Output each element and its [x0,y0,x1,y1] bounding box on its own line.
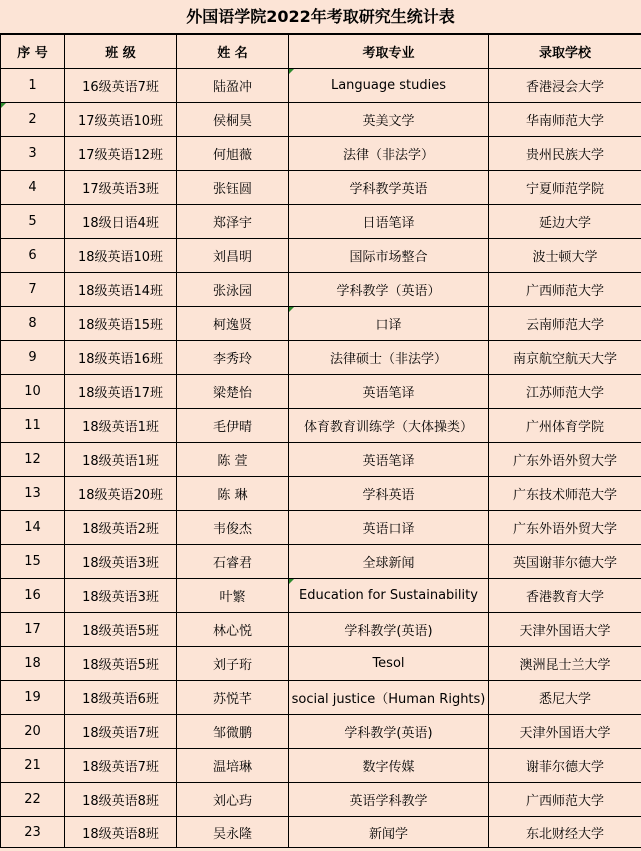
cell-name: 张泳园 [177,273,289,307]
cell-no: 22 [1,783,65,817]
cell-no: 19 [1,681,65,715]
cell-name: 刘昌明 [177,239,289,273]
table-row [1,579,641,613]
header-school: 录取学校 [489,35,641,69]
cell-major: 英美文学 [289,103,489,137]
cell-school: 华南师范大学 [489,103,641,137]
cell-school: 广州体育学院 [489,409,641,443]
cell-major: Education for Sustainability [289,579,489,613]
table-row [1,137,641,171]
cell-no: 14 [1,511,65,545]
cell-name: 吴永隆 [177,817,289,848]
sheet-title: 外国语学院2022年考取研究生统计表 [0,0,641,34]
table-row [1,647,641,681]
cell-name: 何旭薇 [177,137,289,171]
cell-no: 12 [1,443,65,477]
cell-class: 18级英语5班 [65,647,177,681]
table-row [1,171,641,205]
cell-no: 2 [1,103,65,137]
table-row [1,817,641,848]
cell-major: 口译 [289,307,489,341]
cell-major: 英语笔译 [289,443,489,477]
table-row [1,545,641,579]
cell-school: 江苏师范大学 [489,375,641,409]
cell-major: 英语笔译 [289,375,489,409]
cell-name: 梁楚怡 [177,375,289,409]
cell-no: 11 [1,409,65,443]
cell-class: 18级英语5班 [65,613,177,647]
cell-no: 21 [1,749,65,783]
cell-class: 17级英语3班 [65,171,177,205]
cell-class: 18级英语10班 [65,239,177,273]
cell-no: 16 [1,579,65,613]
cell-school: 云南师范大学 [489,307,641,341]
table-row [1,511,641,545]
cell-no: 20 [1,715,65,749]
cell-class: 18级英语8班 [65,817,177,848]
cell-school: 英国谢菲尔德大学 [489,545,641,579]
table-row [1,103,641,137]
table-row [1,341,641,375]
cell-major: 学科教学（英语） [289,273,489,307]
cell-school: 贵州民族大学 [489,137,641,171]
cell-major: 法律（非法学） [289,137,489,171]
table-row [1,715,641,749]
table-row [1,681,641,715]
header-name: 姓 名 [177,35,289,69]
table-row [1,783,641,817]
cell-class: 18级英语6班 [65,681,177,715]
header-major: 考取专业 [289,35,489,69]
cell-no: 6 [1,239,65,273]
cell-class: 18级英语14班 [65,273,177,307]
cell-class: 18级英语8班 [65,783,177,817]
cell-no: 17 [1,613,65,647]
cell-class: 18级英语7班 [65,715,177,749]
table-row [1,239,641,273]
cell-no: 8 [1,307,65,341]
cell-no: 18 [1,647,65,681]
cell-school: 波士顿大学 [489,239,641,273]
header-class: 班 级 [65,35,177,69]
cell-major: 新闻学 [289,817,489,848]
cell-name: 陈 琳 [177,477,289,511]
cell-class: 17级英语10班 [65,103,177,137]
cell-no: 15 [1,545,65,579]
cell-class: 18级英语15班 [65,307,177,341]
cell-no: 13 [1,477,65,511]
cell-name: 张钰圆 [177,171,289,205]
header-row [1,35,641,69]
cell-major: Tesol [289,647,489,681]
cell-major: 学科教学英语 [289,171,489,205]
cell-class: 17级英语12班 [65,137,177,171]
cell-name: 温培琳 [177,749,289,783]
cell-major: social justice（Human Rights) [289,681,489,715]
cell-no: 3 [1,137,65,171]
cell-school: 南京航空航天大学 [489,341,641,375]
cell-school: 广西师范大学 [489,273,641,307]
cell-name: 侯桐昊 [177,103,289,137]
cell-major: 英语学科教学 [289,783,489,817]
table-row [1,273,641,307]
cell-school: 澳洲昆士兰大学 [489,647,641,681]
cell-class: 16级英语7班 [65,69,177,103]
cell-class: 18级英语1班 [65,443,177,477]
cell-school: 香港浸会大学 [489,69,641,103]
cell-no: 4 [1,171,65,205]
cell-major: 国际市场整合 [289,239,489,273]
cell-major: 学科英语 [289,477,489,511]
cell-name: 邹微鹏 [177,715,289,749]
cell-name: 陈 萱 [177,443,289,477]
table-row [1,613,641,647]
cell-name: 叶繁 [177,579,289,613]
cell-no: 5 [1,205,65,239]
cell-major: 数字传媒 [289,749,489,783]
header-no: 序 号 [1,35,65,69]
cell-school: 延边大学 [489,205,641,239]
cell-class: 18级英语20班 [65,477,177,511]
cell-major: 学科教学(英语) [289,715,489,749]
cell-school: 广东外语外贸大学 [489,443,641,477]
cell-no: 9 [1,341,65,375]
cell-major: 全球新闻 [289,545,489,579]
cell-major: Language studies [289,69,489,103]
cell-no: 1 [1,69,65,103]
table-row [1,375,641,409]
cell-school: 香港教育大学 [489,579,641,613]
cell-school: 东北财经大学 [489,817,641,848]
table-row [1,409,641,443]
cell-name: 韦俊杰 [177,511,289,545]
cell-school: 广东技术师范大学 [489,477,641,511]
cell-school: 悉尼大学 [489,681,641,715]
cell-major: 学科教学(英语) [289,613,489,647]
table-row [1,69,641,103]
cell-class: 18级日语4班 [65,205,177,239]
cell-class: 18级英语3班 [65,579,177,613]
cell-major: 英语口译 [289,511,489,545]
table-row [1,307,641,341]
graduate-table [0,34,641,848]
cell-class: 18级英语2班 [65,511,177,545]
table-row [1,749,641,783]
cell-name: 柯逸贤 [177,307,289,341]
cell-school: 广西师范大学 [489,783,641,817]
cell-no: 10 [1,375,65,409]
cell-name: 刘子珩 [177,647,289,681]
table-row [1,205,641,239]
cell-major: 体育教育训练学（大体操类） [289,409,489,443]
cell-school: 广东外语外贸大学 [489,511,641,545]
cell-name: 李秀玲 [177,341,289,375]
cell-class: 18级英语1班 [65,409,177,443]
cell-name: 毛伊晴 [177,409,289,443]
cell-school: 谢菲尔德大学 [489,749,641,783]
cell-school: 宁夏师范学院 [489,171,641,205]
cell-class: 18级英语7班 [65,749,177,783]
cell-school: 天津外国语大学 [489,613,641,647]
table-row [1,477,641,511]
cell-no: 7 [1,273,65,307]
table-row [1,443,641,477]
cell-major: 日语笔译 [289,205,489,239]
cell-name: 陆盈冲 [177,69,289,103]
cell-name: 苏悦芊 [177,681,289,715]
cell-school: 天津外国语大学 [489,715,641,749]
cell-name: 郑泽宇 [177,205,289,239]
cell-name: 林心悦 [177,613,289,647]
cell-no: 23 [1,817,65,848]
cell-class: 18级英语16班 [65,341,177,375]
cell-class: 18级英语3班 [65,545,177,579]
cell-class: 18级英语17班 [65,375,177,409]
cell-name: 石睿君 [177,545,289,579]
cell-name: 刘心玙 [177,783,289,817]
cell-major: 法律硕士（非法学） [289,341,489,375]
